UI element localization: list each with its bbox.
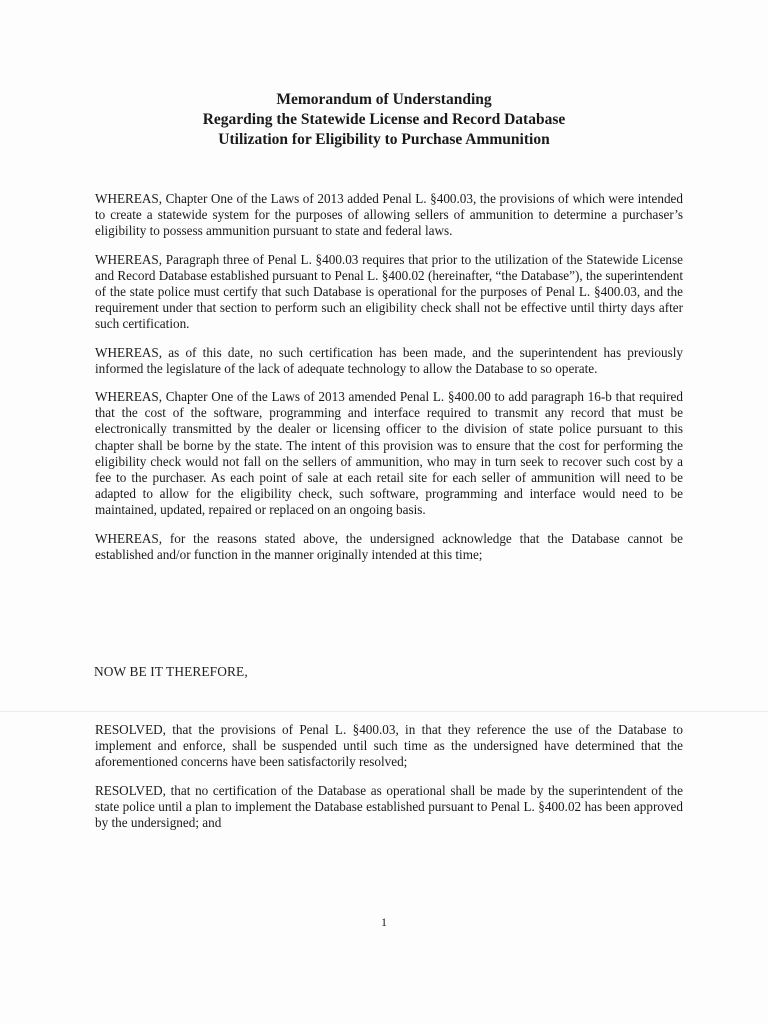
document-title: [0, 90, 768, 150]
page-number: 1: [381, 915, 387, 929]
divider: [0, 711, 768, 712]
resolved-paragraph: RESOLVED, that the provisions of Penal L. §400.03, in that they reference the use of the Database to implement and enforce, shall be suspended until such time as the undersigned have determined that the aforementioned concerns have been satisfactorily resolved;: [95, 722, 683, 770]
whereas-paragraph: WHEREAS, Paragraph three of Penal L. §400.03 requires that prior to the utilization of the Statewide License and Record Database established pursuant to Penal L. §400.02 (hereinafter, “the Database”), the superintendent of the state police must certify that such Database is operational for the purposes of Penal L. §400.03, and the requirement under that section to perform such an eligibility check shall not be effective until thirty days after such certification.: [95, 251, 683, 332]
title-line: Utilization for Eligibility to Purchase Ammunition: [218, 131, 550, 148]
whereas-paragraph: WHEREAS, Chapter One of the Laws of 2013 amended Penal L. §400.00 to add paragraph 16-b that required that the cost of the software, programming and interface required to transmit any record that must be electronically transmitted by the dealer or licensing officer to the division of state police pursuant to this chapter shall be borne by the state. The intent of this provision was to ensure that the cost for performing the eligibility check would not fall on the sellers of ammunition, who may in turn seek to recover such cost by a fee to the purchaser. As each point of sale at each retail site for each seller of ammunition will need to be adapted to allow for the eligibility check, such software, programming and interface would need to be maintained, updated, repaired or replaced on an ongoing basis.: [95, 389, 683, 518]
whereas-paragraph: WHEREAS, Chapter One of the Laws of 2013 added Penal L. §400.03, the provisions of which were intended to create a statewide system for the purposes of allowing sellers of ammunition to determine a purchaser’s eligibility to possess ammunition pursuant to state and federal laws.: [95, 191, 683, 239]
title-line: Memorandum of Understanding: [276, 91, 492, 108]
resolved-paragraph: RESOLVED, that no certification of the Database as operational shall be made by the superintendent of the state police until a plan to implement the Database established pursuant to Penal L. §400.02 has been approved by the undersigned; and: [95, 782, 683, 831]
whereas-section: [95, 191, 683, 563]
whereas-paragraph: WHEREAS, as of this date, no such certification has been made, and the superintendent has previously informed the legislature of the lack of adequate technology to allow the Database to so operate.: [95, 344, 683, 376]
now-be-it-heading: NOW BE IT THEREFORE,: [94, 664, 248, 679]
title-line: Regarding the Statewide License and Record Database: [202, 111, 566, 128]
resolved-section: [95, 722, 683, 843]
whereas-paragraph: WHEREAS, for the reasons stated above, the undersigned acknowledge that the Database cannot be established and/or function in the manner originally intended at this time;: [95, 530, 683, 562]
